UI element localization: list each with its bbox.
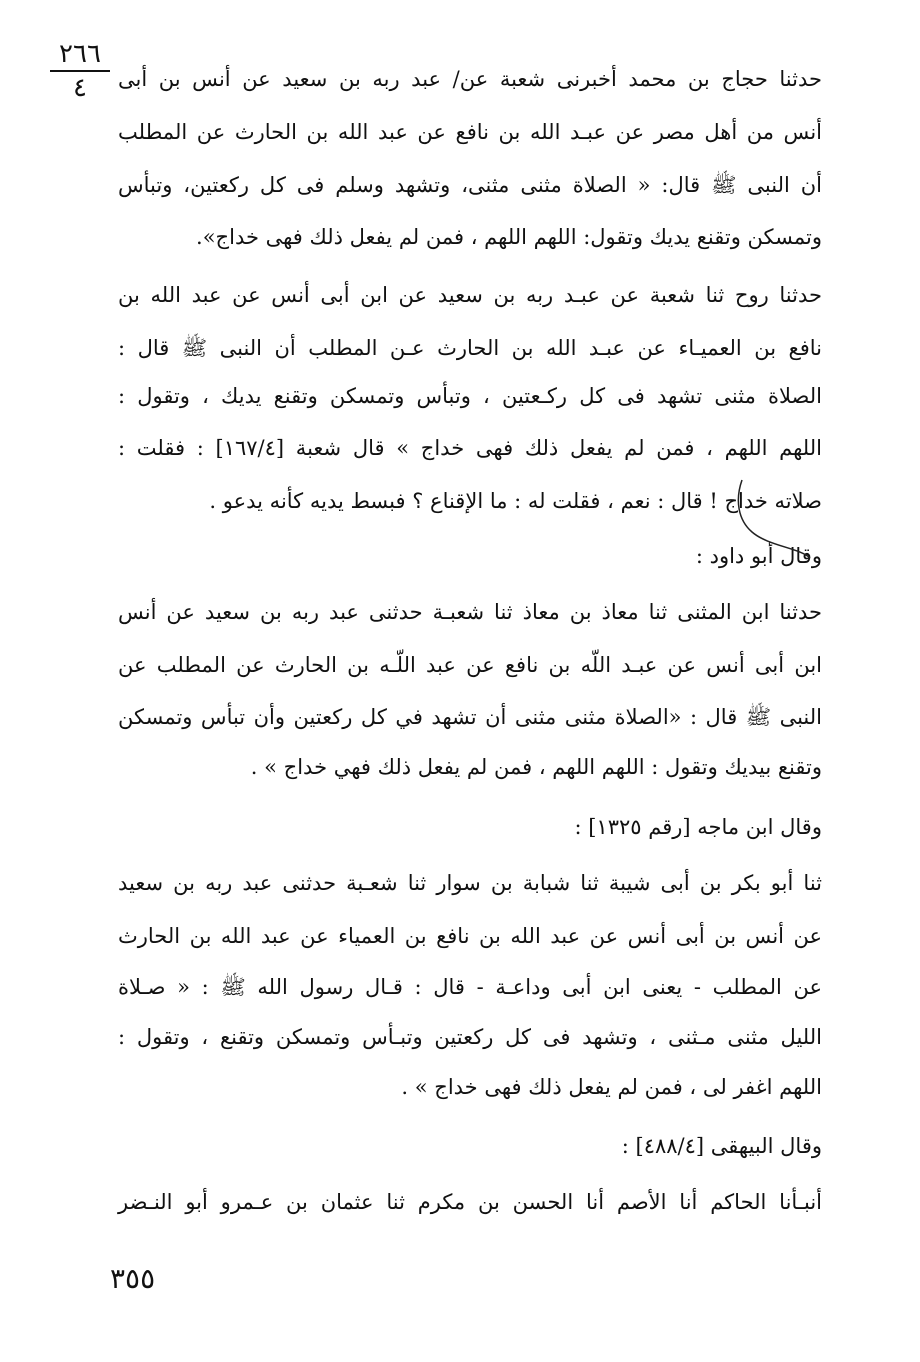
text-line-1: حدثنا حجاج بن محمد أخبرنى شعبة عن/ عبد ربه بن سعيد عن أنس بن أبى bbox=[118, 67, 822, 91]
text-line-4: وتمسكن وتقنع يديك وتقول: اللهم اللهم ، فمن لم يفعل ذلك فهى خداج». bbox=[196, 225, 822, 249]
text-line-14: وتقنع بيديك وتقول : اللهم اللهم ، فمن لم يفعل ذلك فهي خداج » . bbox=[250, 755, 822, 779]
text-line-22: أنبـأنا الحاكم أنا الأصم أنا الحسن بن مكرم ثنا عثمان بن عـمرو أبو النـضر bbox=[118, 1190, 822, 1214]
text-line-8: اللهم اللهم ، فمن لم يفعل ذلك فهى خداج » قال شعبة [١٦٧/٤] : فقلت : bbox=[118, 436, 822, 460]
section-heading-ibn-majah: وقال ابن ماجه [رقم ١٣٢٥] : bbox=[574, 815, 822, 839]
text-line-3: أن النبى ﷺ قال: « الصلاة مثنى مثنى، وتشهد وسلم فى كل ركعتين، وتبأس bbox=[118, 173, 822, 197]
text-line-6: نافع بن العميـاء عن عبـد الله بن الحارث عـن المطلب أن النبى ﷺ قال : bbox=[118, 336, 822, 360]
page-number: ٣٥٥ bbox=[110, 1262, 156, 1295]
text-line-13: النبى ﷺ قال : «الصلاة مثنى مثنى أن تشهد في كل ركعتين وأن تبأس وتمسكن bbox=[118, 705, 822, 729]
text-line-20: اللهم اغفر لى ، فمن لم يفعل ذلك فهى خداج » . bbox=[401, 1075, 822, 1099]
margin-reference-part: ٤ bbox=[73, 73, 87, 103]
section-heading-bayhaqi: وقال البيهقى [٤٨٨/٤] : bbox=[621, 1134, 822, 1158]
text-line-17: عن أنس بن أبى أنس عن عبد الله بن نافع بن العمياء عن عبد الله بن الحارث bbox=[118, 924, 822, 948]
text-line-2: أنس من أهل مصر عن عبـد الله بن نافع عن عبد الله بن الحارث عن المطلب bbox=[118, 120, 822, 144]
text-line-11: حدثنا ابن المثنى ثنا معاذ بن معاذ ثنا شعبـة حدثنى عبد ربه بن سعيد عن أنس bbox=[118, 600, 822, 624]
text-line-9: صلاته خداج ! قال : نعم ، فقلت له : ما الإقناع ؟ فبسط يديه كأنه يدعو . bbox=[209, 489, 822, 513]
text-line-19: الليل مثنى مـثنى ، وتشهد فى كل ركعتين وتبـأس وتمسكن وتقنع ، وتقول : bbox=[118, 1025, 822, 1049]
margin-reference bbox=[50, 40, 110, 102]
text-line-18: عن المطلب - يعنى ابن أبى وداعـة - قال : قـال رسول الله ﷺ : « صـلاة bbox=[118, 975, 822, 999]
text-line-16: ثنا أبو بكر بن أبى شيبة ثنا شبابة بن سوار ثنا شعـبة حدثنى عبد ربه بن سعيد bbox=[118, 871, 822, 895]
margin-reference-volume-page: ٢٦٦ bbox=[50, 40, 110, 72]
text-line-7: الصلاة مثنى تشهد فى كل ركـعتين ، وتبأس وتمسكن وتقنع يديك ، وتقول : bbox=[118, 384, 822, 408]
text-line-12: ابن أبى أنس عن عبـد اللّه بن نافع عن عبد اللّـه بن الحارث عن المطلب عن bbox=[118, 653, 822, 677]
text-line-5: حدثنا روح ثنا شعبة عن عبـد ربه بن سعيد عن ابن أبى أنس عن عبد الله بن bbox=[118, 283, 822, 307]
section-heading-abu-dawud: وقال أبو داود : bbox=[695, 544, 822, 568]
